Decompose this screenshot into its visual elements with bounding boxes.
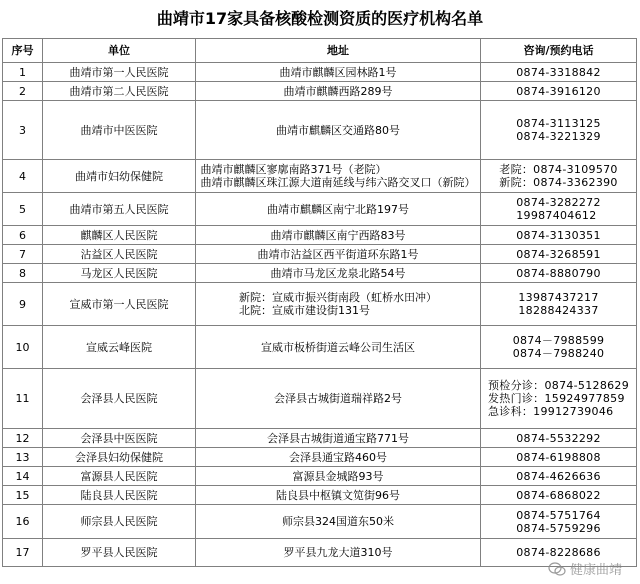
- table-row: [3, 160, 637, 193]
- address-line: 曲靖市麒麟区园林路1号: [279, 65, 397, 79]
- cell-unit: 曲靖市第二人民医院: [43, 82, 196, 101]
- cell-phone: [481, 264, 637, 283]
- cell-no: 17: [3, 539, 43, 567]
- address-lines: [258, 248, 419, 261]
- phone-line: 0874－7988599: [512, 334, 605, 347]
- header-address: 地址: [196, 39, 481, 63]
- address-lines: [282, 515, 394, 528]
- cell-unit: 会泽县人民医院: [43, 369, 196, 429]
- cell-address: [196, 193, 481, 226]
- table-row: [3, 326, 637, 369]
- phone-line: 13987437217: [518, 291, 599, 304]
- cell-address: [196, 448, 481, 467]
- cell-phone: [481, 193, 637, 226]
- table-row: [3, 429, 637, 448]
- phone-line: 0874-6198808: [516, 450, 601, 464]
- address-line: 曲靖市麒麟区南宁西路83号: [270, 228, 406, 242]
- cell-address: [196, 429, 481, 448]
- phone-line: 发热门诊：15924977859: [487, 392, 625, 405]
- table-row: [3, 505, 637, 539]
- table-row: [3, 63, 637, 82]
- phone-line: 0874-4626636: [516, 469, 601, 483]
- phone-lines: [516, 229, 601, 242]
- cell-address: [196, 486, 481, 505]
- cell-address: [196, 283, 481, 326]
- table-row: [3, 101, 637, 160]
- phone-lines: [516, 196, 601, 222]
- address-lines: [293, 470, 384, 483]
- phone-lines: [516, 248, 601, 261]
- hospital-table: [2, 38, 637, 567]
- cell-no: 3: [3, 101, 43, 160]
- cell-phone: [481, 326, 637, 369]
- phone-lines: [516, 470, 601, 483]
- cell-phone: [481, 63, 637, 82]
- phone-line: 19987404612: [516, 209, 597, 222]
- address-lines: [280, 66, 397, 79]
- phone-line: 0874－7988240: [512, 347, 605, 360]
- cell-no: 7: [3, 245, 43, 264]
- address-line: 曲靖市麒麟西路289号: [283, 84, 393, 98]
- cell-phone: [481, 505, 637, 539]
- header-phone: 咨询/预约电话: [481, 39, 637, 63]
- cell-address: [196, 160, 481, 193]
- address-lines: [274, 392, 402, 405]
- table-header-row: [3, 39, 637, 63]
- cell-no: 13: [3, 448, 43, 467]
- cell-no: 14: [3, 467, 43, 486]
- table-row: [3, 539, 637, 567]
- cell-address: [196, 245, 481, 264]
- address-line: 曲靖市马龙区龙泉北路54号: [270, 266, 406, 280]
- phone-line: 0874-3221329: [516, 130, 601, 143]
- cell-no: 11: [3, 369, 43, 429]
- address-line: 曲靖市麒麟区寥廓南路371号（老院）: [200, 163, 387, 176]
- phone-lines: [516, 509, 601, 535]
- cell-unit: 宣威云峰医院: [43, 326, 196, 369]
- cell-phone: [481, 245, 637, 264]
- cell-unit: 沾益区人民医院: [43, 245, 196, 264]
- cell-unit: 麒麟区人民医院: [43, 226, 196, 245]
- table-row: [3, 264, 637, 283]
- cell-address: [196, 82, 481, 101]
- cell-no: 6: [3, 226, 43, 245]
- address-line: 新院：宣威市振兴街南段（虹桥水田冲）: [239, 291, 437, 304]
- cell-address: [196, 264, 481, 283]
- phone-line: 新院：0874-3362390: [499, 176, 618, 189]
- phone-line: 0874-8228686: [516, 546, 601, 559]
- cell-phone: [481, 467, 637, 486]
- address-lines: [276, 489, 400, 502]
- phone-lines: [513, 334, 605, 360]
- phone-line: 0874-3113125: [516, 117, 601, 130]
- phone-line: 0874-5751764: [516, 508, 601, 522]
- cell-no: 2: [3, 82, 43, 101]
- phone-line: 0874-3318842: [516, 65, 601, 79]
- phone-line: 0874-8880790: [516, 266, 601, 280]
- phone-lines: [499, 163, 617, 189]
- cell-address: [196, 369, 481, 429]
- address-lines: [239, 291, 437, 317]
- phone-line: 0874-6868022: [516, 488, 601, 502]
- cell-no: 15: [3, 486, 43, 505]
- phone-line: 18288424337: [518, 304, 599, 317]
- address-line: 陆良县中枢镇文笕街96号: [276, 488, 400, 502]
- table-row: [3, 82, 637, 101]
- table-row: [3, 467, 637, 486]
- cell-address: [196, 326, 481, 369]
- cell-unit: 曲靖市妇幼保健院: [43, 160, 196, 193]
- cell-address: [196, 63, 481, 82]
- cell-unit: 宣威市第一人民医院: [43, 283, 196, 326]
- phone-line: 0874-3268591: [516, 247, 601, 261]
- cell-phone: [481, 448, 637, 467]
- cell-phone: [481, 82, 637, 101]
- cell-address: [196, 467, 481, 486]
- cell-address: [196, 226, 481, 245]
- table-row: [3, 226, 637, 245]
- cell-no: 16: [3, 505, 43, 539]
- cell-unit: 罗平县人民医院: [43, 539, 196, 567]
- phone-line: 0874-3916120: [516, 84, 601, 98]
- table-row: [3, 283, 637, 326]
- wechat-icon: [548, 562, 566, 576]
- address-line: 富源县金城路93号: [292, 469, 384, 483]
- address-line: 会泽县通宝路460号: [289, 450, 387, 464]
- cell-phone: [481, 283, 637, 326]
- table-row: [3, 369, 637, 429]
- table-body: [3, 63, 637, 567]
- address-lines: [284, 85, 393, 98]
- phone-line: 0874-5532292: [516, 431, 601, 445]
- cell-no: 1: [3, 63, 43, 82]
- address-lines: [261, 341, 415, 354]
- phone-lines: [488, 379, 629, 418]
- phone-line: 0874-5759296: [516, 521, 601, 535]
- table-row: [3, 193, 637, 226]
- cell-unit: 陆良县人民医院: [43, 486, 196, 505]
- cell-phone: [481, 429, 637, 448]
- address-line: 会泽县古城街道通宝路771号: [267, 431, 409, 445]
- phone-lines: [516, 432, 601, 445]
- cell-no: 5: [3, 193, 43, 226]
- address-line: 罗平县九龙大道310号: [283, 546, 393, 559]
- cell-no: 8: [3, 264, 43, 283]
- address-line: 曲靖市麒麟区交通路80号: [276, 123, 400, 137]
- address-line: 曲靖市麒麟区南宁北路197号: [267, 202, 409, 216]
- cell-unit: 曲靖市第一人民医院: [43, 63, 196, 82]
- address-lines: [276, 124, 400, 137]
- address-line: 师宗县324国道东50米: [282, 515, 394, 528]
- phone-lines: [516, 66, 601, 79]
- cell-unit: 会泽县妇幼保健院: [43, 448, 196, 467]
- phone-lines: [516, 267, 601, 280]
- phone-lines: [516, 117, 601, 143]
- table-row: [3, 448, 637, 467]
- address-lines: [267, 203, 409, 216]
- phone-lines: [516, 546, 601, 559]
- header-no: 序号: [3, 39, 43, 63]
- cell-phone: [481, 369, 637, 429]
- address-line: 宣威市板桥街道云峰公司生活区: [261, 340, 415, 354]
- phone-lines: [516, 451, 601, 464]
- address-line: 会泽县古城街道瑞祥路2号: [274, 392, 402, 405]
- cell-phone: [481, 486, 637, 505]
- cell-address: [196, 101, 481, 160]
- phone-lines: [516, 489, 601, 502]
- phone-line: 0874-3282272: [516, 196, 601, 209]
- table-row: [3, 245, 637, 264]
- header-unit: 单位: [43, 39, 196, 63]
- address-line: 北院：宣威市建设街131号: [239, 304, 370, 317]
- page-title: 曲靖市17家具备核酸检测资质的医疗机构名单: [156, 9, 484, 28]
- address-line: 曲靖市麒麟区珠江源大道南延线与纬六路交叉口（新院）: [200, 176, 476, 189]
- cell-no: 9: [3, 283, 43, 326]
- cell-no: 4: [3, 160, 43, 193]
- cell-no: 12: [3, 429, 43, 448]
- cell-unit: 富源县人民医院: [43, 467, 196, 486]
- cell-unit: 曲靖市中医医院: [43, 101, 196, 160]
- watermark: [548, 559, 622, 578]
- cell-address: [196, 539, 481, 567]
- cell-unit: 会泽县中医医院: [43, 429, 196, 448]
- phone-line: 老院：0874-3109570: [499, 163, 618, 176]
- cell-phone: [481, 226, 637, 245]
- cell-address: [196, 505, 481, 539]
- cell-phone: [481, 160, 637, 193]
- watermark-text: 健康曲靖: [569, 563, 622, 578]
- phone-line: 急诊科：19912739046: [487, 405, 614, 418]
- phone-lines: [516, 85, 601, 98]
- phone-line: 预检分诊：0874-5128629: [487, 379, 630, 392]
- table-row: [3, 486, 637, 505]
- cell-no: 10: [3, 326, 43, 369]
- cell-phone: [481, 101, 637, 160]
- cell-unit: 曲靖市第五人民医院: [43, 193, 196, 226]
- address-lines: [271, 229, 406, 242]
- address-lines: [271, 267, 406, 280]
- cell-unit: 师宗县人民医院: [43, 505, 196, 539]
- cell-unit: 马龙区人民医院: [43, 264, 196, 283]
- phone-line: 0874-3130351: [516, 228, 601, 242]
- address-line: 曲靖市沾益区西平街道环东路1号: [257, 247, 419, 261]
- address-lines: [201, 163, 476, 189]
- address-lines: [289, 451, 387, 464]
- phone-lines: [518, 291, 598, 317]
- address-lines: [267, 432, 409, 445]
- address-lines: [284, 546, 393, 559]
